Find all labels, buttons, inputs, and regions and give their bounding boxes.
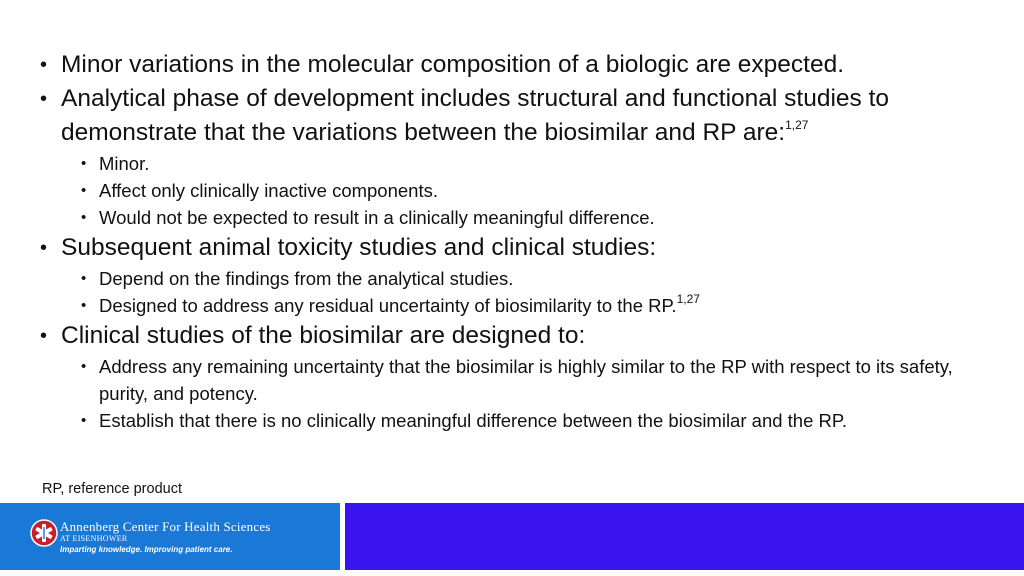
bullet-icon: •	[81, 358, 87, 375]
footer-logo-panel	[0, 503, 340, 570]
footer-color-band	[345, 503, 1024, 570]
bullet-item	[40, 48, 980, 82]
bullet-text: Subsequent animal toxicity studies and clinical studies:	[61, 234, 657, 261]
bullet-text: Clinical studies of the biosimilar are designed to:	[61, 322, 586, 349]
sub-bullet-text: Establish that there is no clinically meaningful difference between the biosimilar and the RP.	[99, 410, 847, 431]
sub-bullet-list	[61, 265, 980, 319]
sub-bullet-item	[61, 353, 980, 407]
sub-bullet-item	[61, 177, 980, 204]
org-name: Annenberg Center For Health Sciences	[60, 519, 271, 534]
sub-bullet-text: Address any remaining uncertainty that the biosimilar is highly similar to the RP with respect to its safety, purity, and potency.	[99, 356, 953, 404]
sub-bullet-text: Designed to address any residual uncertainty of biosimilarity to the RP.	[99, 295, 677, 316]
sub-bullet-list	[61, 353, 980, 434]
bullet-icon: •	[81, 182, 87, 199]
star-of-life-icon	[30, 519, 58, 547]
sub-bullet-item	[61, 265, 980, 292]
bullet-list	[40, 48, 980, 434]
citation: 1,27	[785, 117, 809, 132]
slide-content	[40, 48, 980, 434]
org-subtitle: AT EISENHOWER	[60, 534, 128, 543]
citation: 1,27	[676, 291, 700, 306]
org-tagline: Imparting knowledge. Improving patient care.	[60, 545, 233, 554]
bullet-item	[40, 231, 980, 319]
bullet-icon: •	[40, 325, 48, 347]
bullet-item	[40, 319, 980, 434]
bullet-item	[40, 82, 980, 231]
bullet-icon: •	[40, 88, 48, 110]
sub-bullet-text: Minor.	[99, 153, 150, 174]
sub-bullet-item	[61, 407, 980, 434]
bullet-icon: •	[81, 209, 87, 226]
bullet-icon: •	[81, 270, 87, 287]
sub-bullet-item	[61, 204, 980, 231]
sub-bullet-text: Affect only clinically inactive components.	[99, 180, 438, 201]
sub-bullet-item	[61, 150, 980, 177]
bullet-text: Minor variations in the molecular composition of a biologic are expected.	[61, 51, 845, 78]
sub-bullet-list	[61, 150, 980, 231]
bullet-icon: •	[81, 412, 87, 429]
bullet-icon: •	[40, 237, 48, 259]
bullet-icon: •	[40, 54, 48, 76]
footer-bottom-edge	[0, 570, 1024, 576]
sub-bullet-text: Depend on the findings from the analytical studies.	[99, 268, 514, 289]
bullet-icon: •	[81, 297, 87, 314]
sub-bullet-item	[61, 292, 980, 319]
footnote: RP, reference product	[42, 481, 182, 497]
bullet-icon: •	[81, 155, 87, 172]
bullet-text: Analytical phase of development includes structural and functional studies to demonstrate that the variations between the biosimilar and RP are:	[61, 85, 890, 146]
sub-bullet-text: Would not be expected to result in a clinically meaningful difference.	[99, 207, 655, 228]
